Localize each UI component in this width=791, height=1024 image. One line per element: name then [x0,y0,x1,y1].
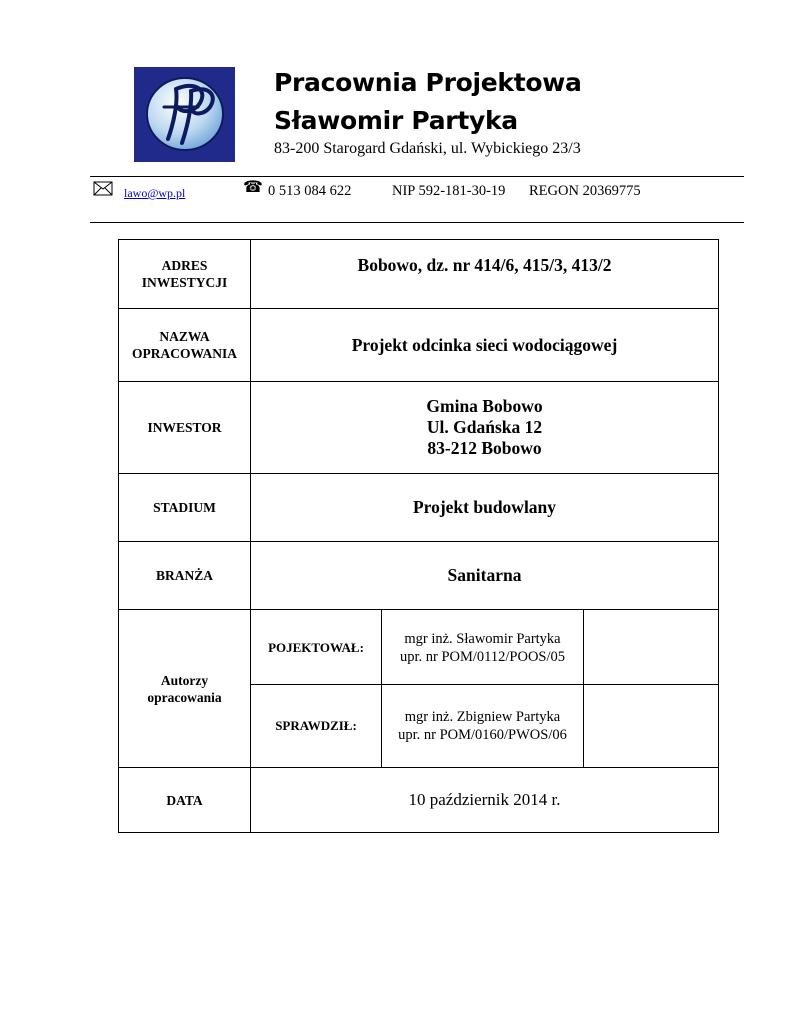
pp-monogram-icon [134,67,235,162]
title-sheet-table [118,239,719,833]
email-link[interactable]: lawo@wp.pl [124,186,186,200]
designed-by-label: POJEKTOWAŁ: [251,610,382,685]
regon-number: REGON 20369775 [529,183,641,199]
telephone-icon: ☎ [243,179,263,196]
person-name: mgr inż. Sławomir Partyka [404,631,561,647]
investment-address-label [119,240,251,309]
label-line: NAZWA [159,329,210,344]
label-line: OPRACOWANIA [131,346,237,361]
stage-label: STADIUM [119,474,251,542]
investor-line: Ul. Gdańska 12 [426,417,543,437]
stage-value: Projekt budowlany [251,474,719,542]
person-license: upr. nr POM/0112/POOS/05 [399,649,566,665]
label-line: opracowania [147,689,222,705]
person-license: upr. nr POM/0160/PWOS/06 [398,727,567,743]
authors-label [119,610,251,768]
designed-by-person [382,610,584,685]
company-logo [134,67,235,162]
nip-number: NIP 592-181-30-19 [392,183,506,199]
phone-number: 0 513 084 622 [268,183,352,199]
label-line: INWESTYCJI [141,275,228,290]
signature-cell [584,685,719,768]
investor-label: INWESTOR [119,382,251,474]
investor-line: 83-212 Bobowo [427,438,542,458]
person-name: mgr inż. Zbigniew Partyka [404,709,561,725]
label-line: Autorzy [160,672,209,688]
row-investor [119,382,719,474]
envelope-icon [93,181,113,197]
company-name-line1: Pracownia Projektowa [274,68,582,97]
company-name-line2: Sławomir Partyka [274,106,518,135]
checked-by-person [382,685,584,768]
investor-value [251,382,719,474]
checked-by-label: SPRAWDZIŁ: [251,685,382,768]
header-divider-bottom [90,222,744,223]
branch-label: BRANŻA [119,542,251,610]
row-stage [119,474,719,542]
document-name-label [119,309,251,382]
signature-cell [584,610,719,685]
row-investment-address [119,240,719,309]
row-branch [119,542,719,610]
label-line: ADRES [161,258,208,273]
row-document-name [119,309,719,382]
investment-address-value: Bobowo, dz. nr 414/6, 415/3, 413/2 [251,240,719,309]
company-address: 83-200 Starogard Gdański, ul. Wybickiego 23/3 [274,140,581,157]
branch-value: Sanitarna [251,542,719,610]
investor-line: Gmina Bobowo [426,396,543,416]
date-label: DATA [119,768,251,833]
date-value: 10 październik 2014 r. [251,768,719,833]
row-date [119,768,719,833]
header-divider-top [90,176,744,177]
row-designed-by [119,610,719,685]
document-name-value: Projekt odcinka sieci wodociągowej [251,309,719,382]
